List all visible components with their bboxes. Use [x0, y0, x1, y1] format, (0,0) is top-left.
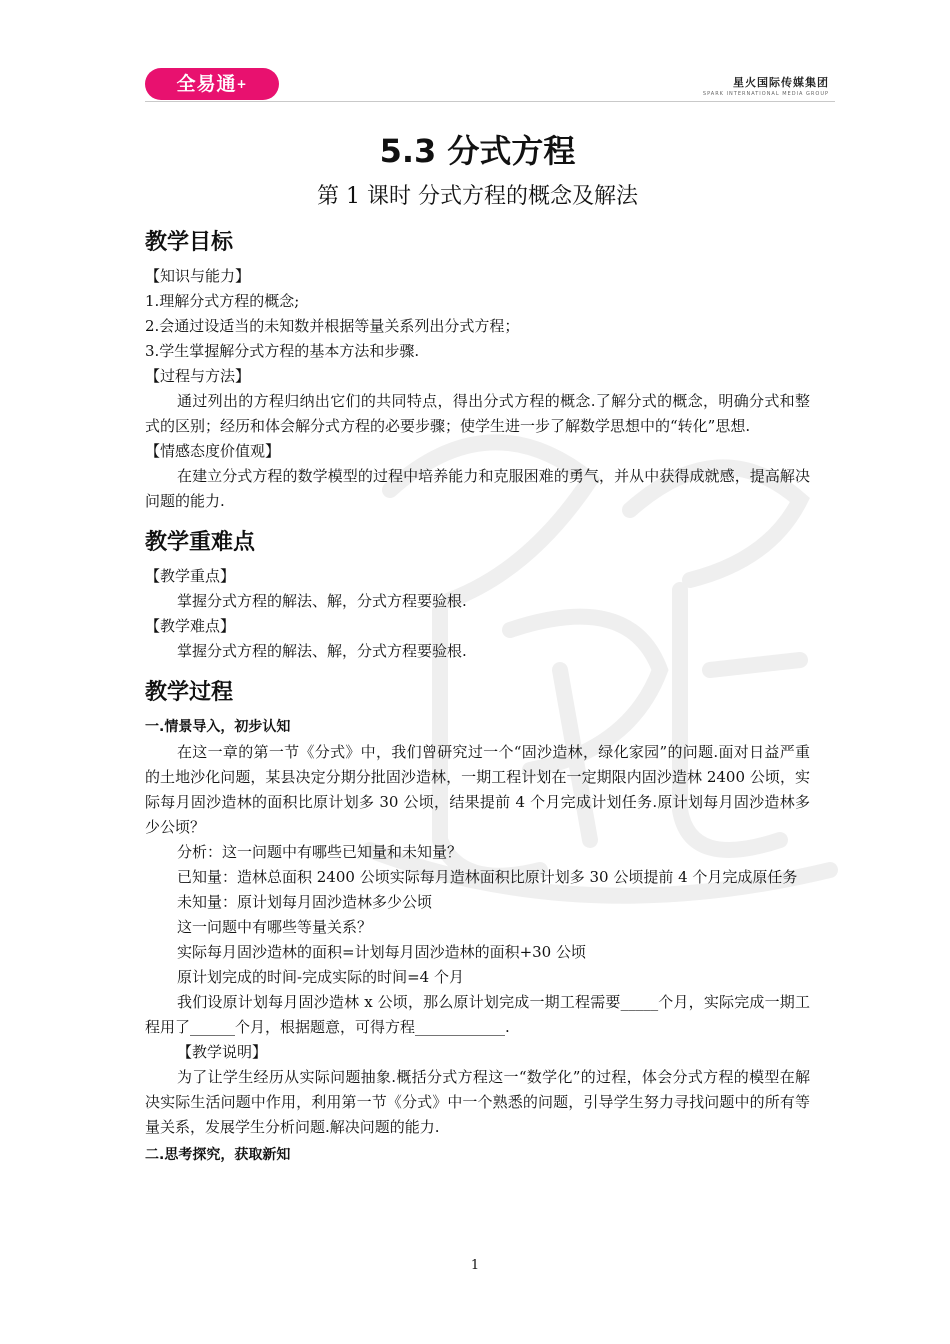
page-title: 5.3 分式方程: [379, 132, 576, 170]
difficulty-label: 【教学难点】: [145, 617, 236, 635]
intro-paragraph: 在这一章的第一节《分式》中，我们曾研究过一个“固沙造林，绿化家园”的问题.面对日益严重的土地沙化问题，某县决定分期分批固沙造林，一期工程计划在一定期限内固沙造林 2400 公顷，实际每月固沙造林的面积比原计划多 30 公顷，结果提前 4 个月完成计划任务.原计划每月固沙造林多少公顷？: [145, 743, 810, 836]
attitude-text: 在建立分式方程的数学模型的过程中培养能力和克服困难的勇气，并从中获得成就感，提高解决问题的能力.: [145, 467, 810, 510]
teaching-note-label: 【教学说明】: [177, 1043, 268, 1061]
knowledge-item-1: 1.理解分式方程的概念;: [145, 292, 300, 310]
equality-question: 这一问题中有哪些等量关系？: [177, 918, 373, 936]
brand-logo: [145, 68, 279, 100]
publisher-name-en: SPARK INTERNATIONAL MEDIA GROUP: [702, 91, 829, 97]
process-text: 通过列出的方程归纳出它们的共同特点，得出分式方程的概念.了解分式的概念，明确分式和整式的区别；经历和体会解分式方程的必要步骤；使学生进一步了解数学思想中的“转化”思想.: [145, 392, 810, 435]
publisher-brand: [703, 74, 829, 97]
process-label: 【过程与方法】: [145, 367, 251, 385]
known-quantities: 已知量：造林总面积 2400 公顷实际每月造林面积比原计划多 30 公顷提前 4 个月完成原任务: [177, 868, 798, 886]
attitude-label: 【情感态度价值观】: [145, 442, 281, 460]
focus-label: 【教学重点】: [145, 567, 236, 585]
page-subtitle: 第 1 课时 分式方程的概念及解法: [317, 184, 638, 209]
section-heading-goals: 教学目标: [145, 230, 234, 255]
page-number: 1: [470, 1258, 480, 1273]
page-header: [145, 68, 835, 104]
equality-1: 实际每月固沙造林的面积=计划每月固沙造林的面积+30 公顷: [177, 943, 586, 961]
unknown-quantities: 未知量：原计划每月固沙造林多少公顷: [177, 893, 433, 911]
equality-2: 原计划完成的时间-完成实际的时间=4 个月: [177, 968, 464, 986]
step2-title: 二.思考探究，获取新知: [145, 1147, 291, 1163]
difficulty-text: 掌握分式方程的解法、解，分式方程要验根.: [177, 642, 467, 660]
logo-star: +: [236, 77, 248, 91]
focus-text: 掌握分式方程的解法、解，分式方程要验根.: [177, 592, 467, 610]
teaching-note-text: 为了让学生经历从实际问题抽象.概括分式方程这一“数学化”的过程，体会分式方程的模型在解决实际生活问题中作用，利用第一节《分式》中一个熟悉的问题，引导学生努力寻找问题中的所有等量关系，发展学生分析问题.解决问题的能力.: [145, 1068, 810, 1136]
knowledge-label: 【知识与能力】: [145, 267, 251, 285]
logo-text: 全易通: [176, 73, 237, 95]
header-divider: [145, 101, 835, 102]
knowledge-item-3: 3.学生掌握解分式方程的基本方法和步骤.: [145, 342, 420, 360]
section-heading-process: 教学过程: [145, 680, 234, 705]
publisher-name: 星火国际传媒集团: [733, 76, 829, 89]
step1-title: 一.情景导入，初步认知: [145, 719, 291, 735]
analysis-question: 分析：这一问题中有哪些已知量和未知量？: [177, 843, 463, 861]
section-heading-keypoints: 教学重难点: [145, 530, 256, 555]
knowledge-item-2: 2.会通过设适当的未知数并根据等量关系列出分式方程；: [145, 317, 520, 335]
fill-in-blank: 我们设原计划每月固沙造林 x 公顷，那么原计划完成一期工程需要_____个月，实际完成一期工程用了______个月，根据题意，可得方程____________.: [145, 993, 810, 1036]
document-body: [145, 128, 810, 1168]
